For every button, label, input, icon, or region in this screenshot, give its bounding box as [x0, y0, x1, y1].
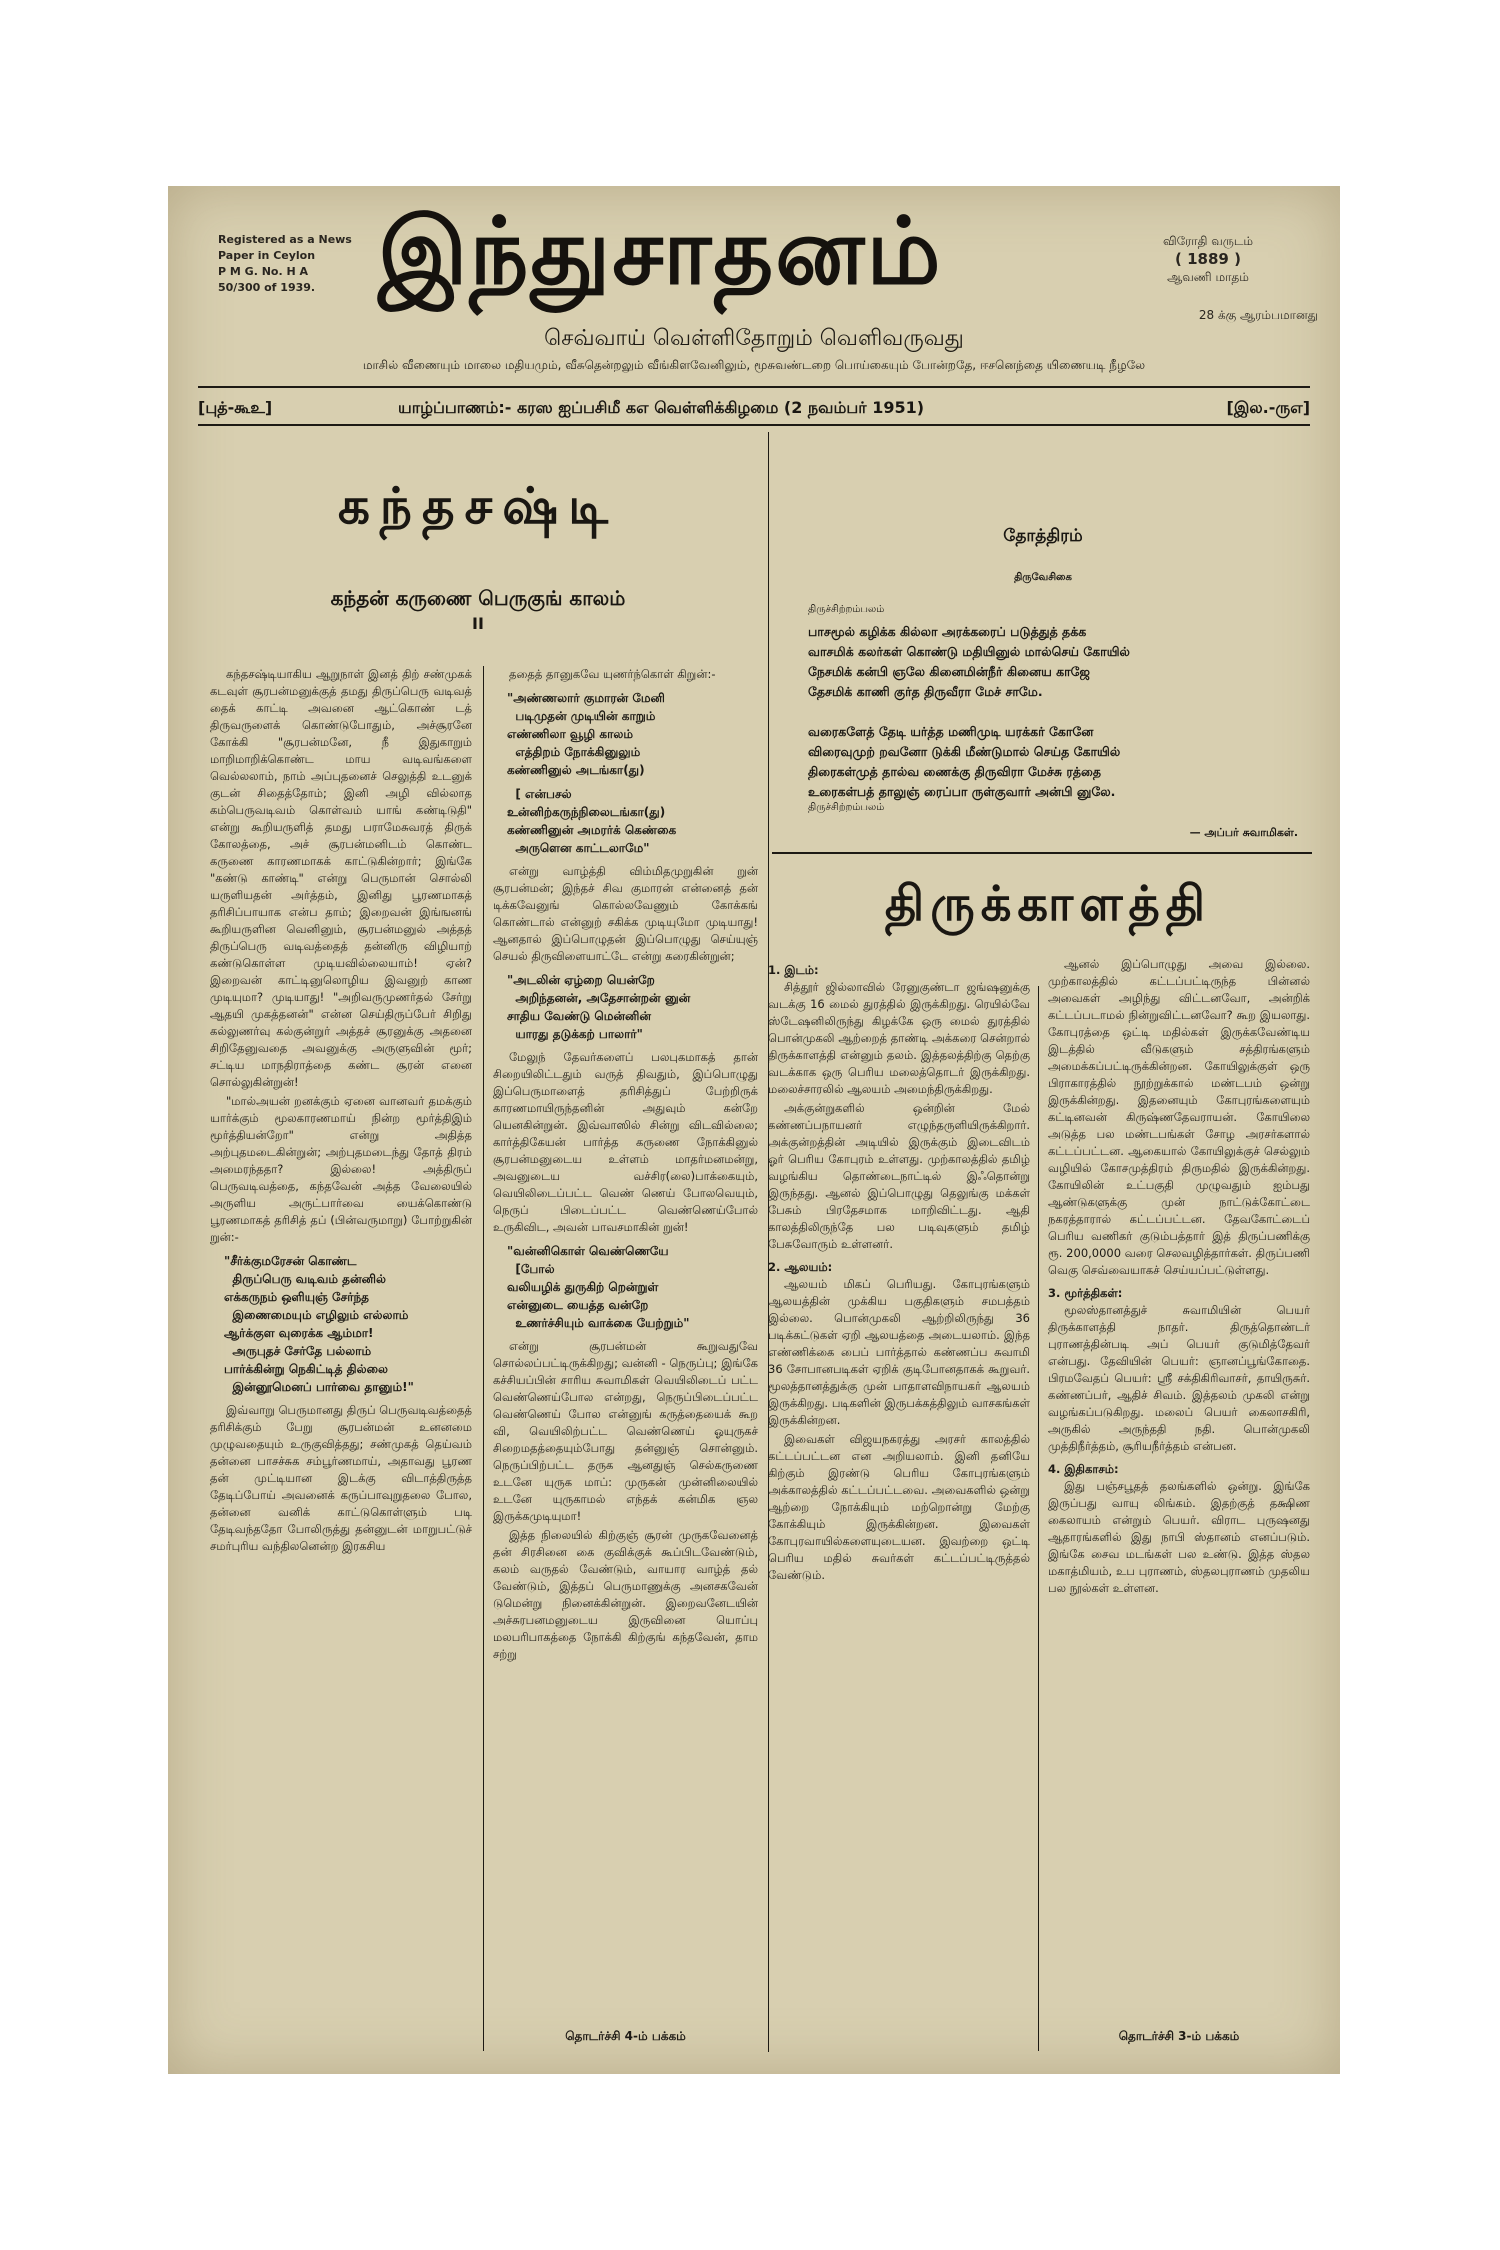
- article-title-kanda-sashti: கந்தசஷ்டி: [337, 476, 619, 535]
- masthead-places: மாசில் வீணையும் மாலை மதியமும், வீசுதென்றலும் வீங்கிளவேனிலும், மூசுவண்டறை பொய்கையும் போன்றதே, ஈசனெந்தை யிணையடி நீழலே: [362, 358, 1146, 372]
- verse: "வன்னிகொள் வெண்ணெயே [போல் வலியழிக் துருகிற் றென்றுள் என்னுடை யைத்த வன்றே உணர்ச்சியும் வாக்கை யேற்றும்": [507, 1244, 690, 1330]
- continued-note-2: தொடர்ச்சி 3-ம் பக்கம்: [1118, 2029, 1240, 2043]
- issue-date: யாழ்ப்பாணம்:- கரஸ ஐப்பசிமீ கஎ வெள்ளிக்கிழமை (2 நவம்பர் 1951): [398, 398, 925, 417]
- stotra-verse: பாசமூல் கழிக்க கில்லா அரக்கரைப் படுத்துத் தக்க வாசமிக் கலர்கள் கொண்டு மதியினுல் மால்செய் கோயில் நேசமிக் கன்பி ஞலே கினைமின்நீர் கினைய காஜே தேசமிக் காணி குர்த திருவீரா மேச் சாமே. வரைகளேத் தேடி யர்த்த மணிமுடி யரக்கர் கோனே விரைவுமுற் றவனோ டுக்கி மீண்டுமால் செய்த கோயில் திரைகள்முத் தால்வ ணைக்கு திருவிரா மேச்சு ரத்தை உரைகள்பத் தாலுஞ் ரைப்பா ருள்குவார் அன்பி னுலே.: [808, 624, 1130, 799]
- volume-number: [புத்-கூஉ]: [198, 398, 273, 417]
- verse: "அடலின் ஏழ்றை யென்றே அறிந்தனன், அதேசான்றன் னுன் சாதிய வேண்டு மென்னின் யாரது தடுக்கற் பாலார்": [507, 973, 691, 1041]
- paragraph: கந்தசஷ்டியாகிய ஆறுநாள் இனத் திற் சண்முகக் கடவுள் சூரபன்மனுக்குத் தமது திருப்பெரு வடிவத் தைக் காட்டி அவனை ஆட்கொண் டத் திருவருளைக் கொண்டுபோதும், அச்சூரனே கோக்கி "சூரபன்மனே, நீ இதுகாறும் மாறிமாறிக்கொண்ட மாய வடிவங்களை வெல்லலாம், நாம் அப்புதனைச் செலுத்தி உடனுக் குடன் சிதைத்தோம்; இனி அழி வில்லாத கம்பெருவடிவம் கொள்வம் யாங் கண்டிடுதி" என்று கூறியருளித் தமது பராமேசுவரத் திருக் கோலத்தை, அச் சூரபன்மனிடம் கொண்ட கருணை காரணமாகக் காட்டுகின்றார்; இங்கே "கண்டு காண்டி" என்று பெருமான் சொல்லி யருளியதன் அர்த்தம், இனிது பூரணமாகத் தரிசிப்பாயாக என்ப தாம்; இறைவன் இங்ஙனங் கூறியருளின வெனினும், சூரபன்மனுல் அத்தத் திருப்பெரு வடிவத்தைத் தன்னிரு விழியாற் கண்டுகொள்ள முடியவில்லையாம்! ஏன்? இறைவன் காட்டினுலொழிய இவனுற் காண முடியுமா? முடியாது! "அறிவருமுணர்தல் சேர்று ஆதயி முகத்தனன்" என்ன செய்திருப்பேர் சிறிது கல்லுணர்வு கல்குன்றுர் அத்தச் சூரனுக்கு அதனை சிறிதேனுவதை அவனுக்கு அருளுவின் மூர்; சட்டிய மாநதிராத்தை கண்ட சூரன் எனை சொல்லுகின்றுன்!: [210, 667, 472, 1089]
- article2-column-1: [768, 956, 1030, 2046]
- paragraph: இவ்வாறு பெருமானது திருப் பெருவடிவத்தைத் தரிசிக்கும் பேறு சூரபன்மன் உனனமை முழுவதையும் உருகுவித்தது; சண்முகத் தெய்வம் தன்னை பாசச்சுக சம்பூர்ணமாய், அதாவது பூரண தன் முட்டியான இடக்கு விடாத்திருத்த தேடிப்போய் அவனைக் கருப்பாவுறுதலை போல, தன்னை வனிக் காட்டுகொள்ளும் படி தேடிவந்ததோ போலிருத்து தன்னுடன் மாறுபட்டுச் சமர்புரிய வந்திலனென்ற இரகசிய: [210, 1403, 472, 1553]
- paragraph: அக்குன்றுகளில் ஒன்றின் மேல் கண்ணப்பநாயனர் எழுந்தருளியிருக்கிறார். அக்குன்றத்தின் அடியில் இருக்கும் இடைவிடம் ஓர் பெரிய கோபுரம் உள்ளது. முற்காலத்தில் தமிழ் வழங்கிய தொண்டைநாட்டில் இஃதொன்று இருந்தது. ஆனல் இப்பொழுது தெலுங்கு மக்கள் பேசும் பிரதேசமாக மாறிவிட்டது. ஆதி காலத்திலிருந்தே பல படிவுகளும் தமிழ் பேசுவோரும் உள்ளனர்.: [768, 1101, 1030, 1251]
- paragraph: மூலஸ்தானத்துச் சுவாமியின் பெயர் திருக்காளத்தி நாதர். திருத்தொண்டர் புராணத்தின்படி அப் பெயர் குடுமித்தேவர் என்பது. தேவியின் பெயர்: ஞானப்பூங்கோதை. பிரமவேதப் பெயர்: ஸ்ரீ சக்திகிரிவாசர், தாயிருசுர். கண்ணப்பர், ஆதிச் சிவம். இத்தலம் முகலி என்று வழங்கப்படுகிறது. மலைப் பெயர் கைலாசகிரி, அருகில் அருந்ததி நதி. பொன்முகலி முத்திநீர்த்தம், சூரியநீர்த்தம் என்பன.: [1048, 1303, 1310, 1453]
- paragraph: மேலுந் தேவர்களைப் பலபுகமாகத் தான் சிறையிலிட்டதும் வருத் திவதும், இப்பொழுது இப்பெருமாளைத் தரிசித்துப் பேற்றிருக் காரணமாயிருந்தனின் அதுவும் கன்றே யெனகின்றுன். இவ்வாஸில் சின்று விடவில்லை; கார்த்திகேயன் பார்த்த கருணை நோக்கினுல் சூரபன்மனுடைய உள்ளம் மாதர்மனமன்று, அவனுடைய வச்சிர(லை)பாக்கையும், வெயிலிடைப்பட்ட வெண் ணெய் போலவெயும், நெருப் பிடைப்பட்ட வெண்ணெய்போல் உருகிவிட, அவன் பாவசமாகின் றுன்!: [493, 1050, 758, 1234]
- article1-column-2: [493, 666, 758, 2016]
- top-rule: [198, 386, 1310, 388]
- masthead-title: இந்துசாதனம்: [378, 197, 943, 305]
- stotra-label-start: திருச்சிற்றம்பலம்: [808, 604, 885, 615]
- right-section-rule: [772, 852, 1312, 854]
- stotra-label-end: திருச்சிற்றம்பலம்: [808, 802, 885, 813]
- year-note: விரோதி வருடம் ( 1889 ) ஆவணி மாதம்: [1162, 234, 1254, 284]
- left-column-divider: [483, 666, 484, 2051]
- verse: [ என்பசல் உன்னிற்கருந்நிலைடங்கா(து) கண்ணினுன் அமரர்க் கெண்கை அருளென காட்டலாமே": [507, 787, 677, 855]
- article1-column-1: [210, 666, 472, 2046]
- section-heading: 4. இதிகாசம்:: [1048, 1462, 1119, 1476]
- part-number: II: [472, 614, 484, 633]
- stotra-sub: திருவேசிகை: [1014, 572, 1072, 583]
- section-heading: 1. இடம்:: [768, 963, 819, 977]
- issue-number: [இல.-ருஎ]: [1226, 398, 1310, 417]
- paragraph: இவைகள் விஜயநகரத்து அரசர் காலத்தில் கட்டப்பட்டன என அறியலாம். இனி தனியே கிற்கும் இரண்டு பெரிய கோபுரங்களும் அக்காலத்தில் கட்டப்பட்டவை. அவைகளில் ஒன்று ஆற்றை நோக்கியும் மற்றொன்று மேற்கு கோக்கியும் இருக்கின்றன. இவைகள் கோபுரவாயில்களையுடையன. இவற்றை ஒட்டி பெரிய மதில் சுவர்கள் கட்டப்பட்டிருத்தல் வேண்டும்.: [768, 1432, 1030, 1582]
- paragraph: இது பஞ்சபூதத் தலங்களில் ஒன்று. இங்கே இருப்பது வாயு லிங்கம். இதற்குத் தக்ஷிண கைலாயம் என்றும் பெயர். விராட புருஷனது ஆதாரங்களில் இது நாபி ஸ்தானம் எனப்படும். இங்கே சைவ மடங்கள் பல உண்டு. இத்த ஸ்தல மகாத்மியம், உப புராணம், ஸ்தலபுராணம் முதலிய பல நூல்கள் உள்ளன.: [1048, 1479, 1310, 1595]
- article2-column-2: [1048, 956, 1310, 2026]
- dateline-rule: [198, 424, 1310, 426]
- paragraph: ஆலயம் மிகப் பெரியது. கோபுரங்களும் ஆலயத்தின் முக்கிய பகுதிகளும் சமபத்தம் இல்லை. பொன்முகலி ஆற்றிலிருந்து 36 படிக்கட்டுகள் ஏறி ஆலயத்தை அடையலாம். இந்த எண்ணிக்கை பைப் பார்த்தால் கண்ணப்ப சுவாமி 36 சோபானபடிகள் ஏறிக் குடிபோனதாகக் கூறுவர். மூலத்தானத்துக்கு முன் பாதாளவிநாயகர் ஆலயம் இருக்கிறது. படிகளின் இருபக்கத்திலும் வாசகங்கள் இருக்கின்றன.: [768, 1277, 1030, 1427]
- paragraph: என்று வாழ்த்தி விம்மிதமுறுகின் றுன் சூரபன்மன்; இந்தச் சிவ குமாரன் என்னைத் தன் டிக்கவேனுங் கொல்லவேணும் கோக்கங் கொண்டால் என்னுற் சகிக்க முடியுமோ முடியாது! ஆனதால் இப்பொழுதன் இப்பொழுது செய்யுஞ் செயல் திருவிளையாட்டே என்று கரைகின்றுன்;: [493, 864, 758, 963]
- start-note: 28 க்கு ஆரம்பமானது: [1198, 308, 1318, 322]
- stotra-author: — அப்பர் சுவாமிகள்.: [1189, 826, 1298, 839]
- paragraph: ஆனல் இப்பொழுது அவை இல்லை. முற்காலத்தில் கட்டப்பட்டிருந்த பின்னல் அவைகள் அழிந்து விட்டனவோ, அன்றிக் கட்டப்படாமல் நின்றுவிட்டனவோ? கூற இயலாது. கோபுரத்தை ஒட்டி மதில்கள் இருக்கவேண்டிய இடத்தில் வீடுகளும் சத்திரங்களும் அமைக்கப்பட்டிருக்கின்றன. கோயிலுக்குள் ஒரு பிராகாரத்தில் நூற்றுக்கால் மண்டபம் ஒன்று இருக்கின்றது. இதனையும் கோபுரங்களையும் கட்டினவன் கிருஷ்ணதேவராயன். கோயிலை அடுத்த பல மண்டபங்கள் சோழ அரசர்களால் கட்டப்பட்டன. ஆகையால் கோயிலுக்குச் செல்லும் வழியில் கோசமுத்திரம் திருமதில் இருக்கின்றது. கோயிலின் உட்பகுதி முழுவதும் ஐம்பது ஆண்டுகளுக்கு முன் நாட்டுக்கோட்டை நகரத்தாரால் கட்டப்பட்டன. தேவகோட்டைப் பெரிய வணிகர் குடும்பத்தார் இத் திருப்பணிக்கு ரூ. 200,0000 வரை செலவழித்தார்கள். திருப்பணி வெகு செவ்வையாகச் செய்யப்பட்டுள்ளது.: [1048, 957, 1310, 1277]
- registration-note: Registered as a News Paper in Ceylon P M G. No. H A 50/300 of 1939.: [218, 233, 352, 294]
- dateline: [198, 394, 1310, 422]
- paragraph: ததைத் தானுகவே யுணர்ந்கொள் கிறுன்:-: [509, 667, 716, 681]
- article-subtitle: கந்தன் கருணை பெருகுங் காலம்: [330, 586, 626, 610]
- right-column-divider: [1038, 986, 1039, 2051]
- stotra-title: தோத்திரம்: [1003, 526, 1083, 546]
- continued-note: தொடர்ச்சி 4-ம் பக்கம்: [565, 2029, 686, 2043]
- newspaper-page: [168, 186, 1340, 2074]
- section-heading: 3. மூர்த்திகள்:: [1048, 1286, 1123, 1300]
- paragraph: "மால்அயன் றனக்கும் ஏனை வானவர் தமக்கும் யார்க்கும் மூலகாரணமாய் நின்ற மூர்த்திஇம் மூர்த்தியன்றோ" என்று அதித்த அற்புதமடைகின்றுன்; அற்புதமடைந்து தோத் திரம் அமைரந்ததா? இல்லை! அத்திருப் பெருவடிவத்தை, கந்தவேன் அத்த வேலையில் அருளிய அருட்பார்வை யைக்கொண்டு பூரணமாகத் தரிசித் தப் (பின்வருமாறு) போற்றுகின் றுன்:-: [210, 1094, 472, 1244]
- paragraph: இத்த நிலையில் கிற்குஞ் சூரன் முருகவேனைத் தன் சிரசினை கை குவிக்குக் கூப்பிடவேண்டும், கலம் வருதல் வேண்டும், வாயார வாழ்த் தல் வேண்டும், இத்தப் பெருமாணுக்கு அனசகவேன் டுமென்று நினைக்கின்றுன். இறைவனேடயின் அச்சுரபனமனுடைய இருவினை யொப்பு மலபரிபாகத்தை நோக்கி கிற்குங் கந்தவேன், தாம சற்று: [493, 1528, 758, 1661]
- paragraph: சித்தூர் ஜில்லாவில் ரேனுகுண்டா ஜங்ஷனுக்கு வடக்கு 16 மைல் துரத்தில் இருக்கிறது. ரெயில்வே ஸ்டேஷனிலிருந்து கிழக்கே ஒரு மைல் துரத்தில் பொன்முகலி ஆற்றைத் தாண்டி அக்கரை சென்றால் திருக்காளத்தி என்னும் தலம். இத்தலத்திற்கு தெற்கு வடக்காக ஒரு பெரிய மலைத்தொடர் இருக்கிறது. மலைச்சாரலில் ஆலயம் அமைந்திருக்கிறது.: [768, 980, 1030, 1096]
- verse: "சீர்க்குமரேசன் கொண்ட திருப்பெரு வடிவம் தன்னில் எக்கருநம் ஒளியுஞ் சேர்ந்த இணைமையும் எழிலும் எல்லாம் ஆர்க்குள வுரைக்க ஆம்மா! அருபுதச் சேர்தே பல்லாம் பார்க்கின்று நெகிட்டித் தில்லை இன்னூமெனப் பார்வை தானும்!": [224, 1254, 414, 1394]
- article-title-thirukkalathi: திருக்காளத்தி: [884, 876, 1212, 932]
- verse: "அண்ணலார் குமாரன் மேனி படிமுதன் முடியின் காறும் எண்ணிலா வூழி காலம் எத்திறம் நோக்கினுலும் கண்ணினுல் அடங்கா(து): [507, 691, 665, 777]
- section-heading: 2. ஆலயம்:: [768, 1260, 833, 1274]
- masthead-subtitle: செவ்வாய் வெள்ளிதோறும் வெளிவருவது: [544, 326, 964, 351]
- paragraph: என்று சூரபன்மன் கூறுவதுவே சொல்லப்பட்டிருக்கிறது; வன்னி - நெருப்பு; இங்கே கச்சியப்பின் சாரிய சுவாமிகள் வெயிலிடைப் பட்ட வெண்ணெய்போல என்றது, நெருப்பிடைப்பட்ட வெண்ணெய் போல என்னுங் கருத்தையைக் கூற வி, வெயிலிற்பட்ட வெண்ணெய் ஓயுருகச் சிறைமதத்தையும்போது தன்னுஞ் சொன்னும். நெருப்பிற்பட்ட தருக ஆனதுஞ் செல்கருணை உடனே யுருக மாப்: முருகன் முன்னிலையில் உடனே யுருகாமல் எந்தக் கன்மிக ஞல இருக்கமுடியுமா!: [493, 1339, 758, 1523]
